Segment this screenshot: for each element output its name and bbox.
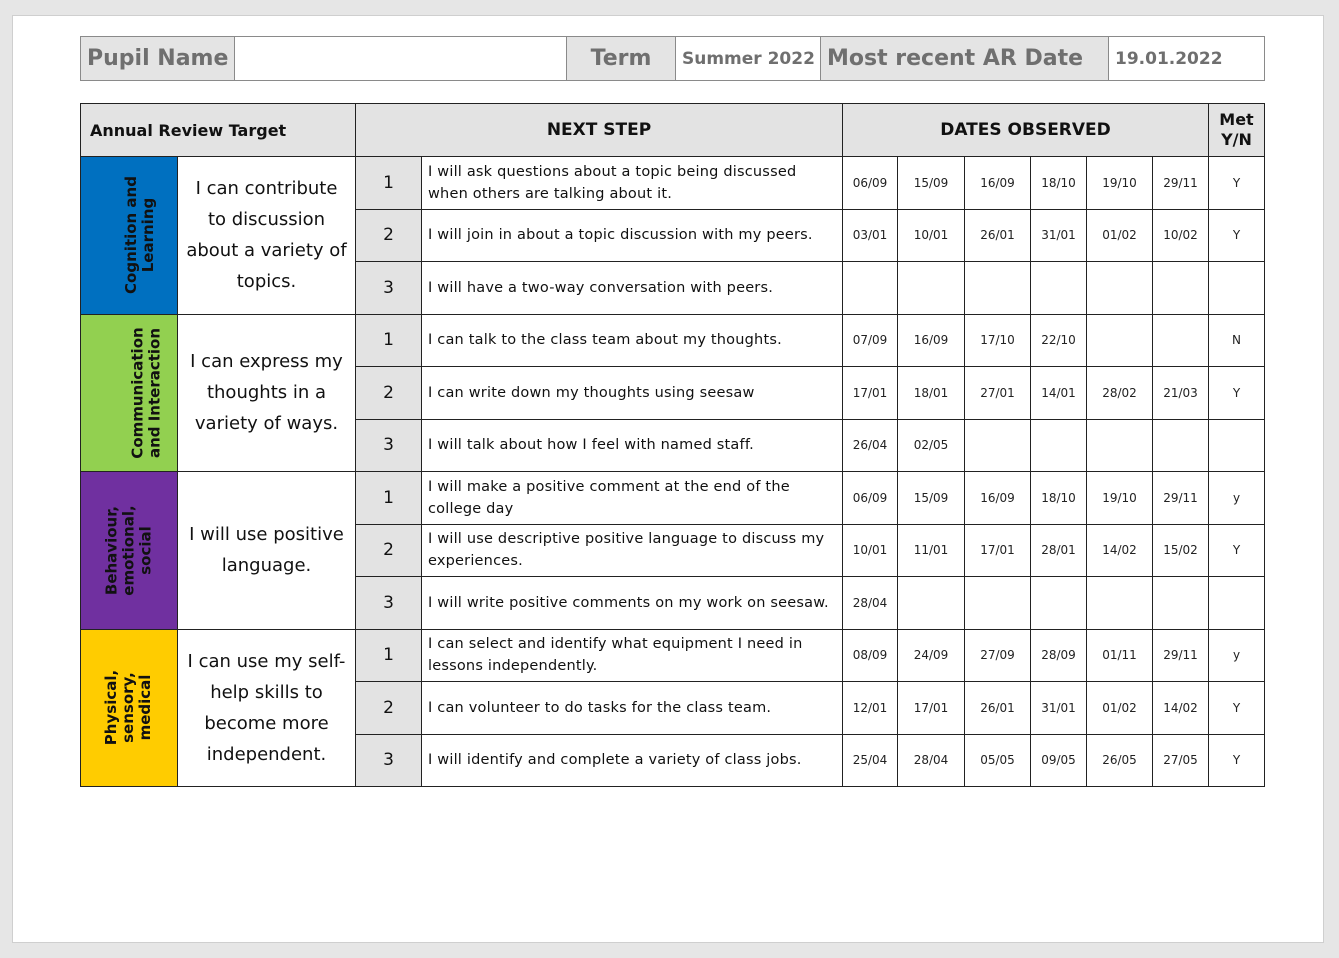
met-cell[interactable] (1209, 262, 1265, 315)
date-observed-cell[interactable] (898, 577, 965, 630)
date-observed-cell[interactable]: 31/01 (1031, 682, 1087, 735)
area-label-line: Learning (138, 198, 157, 273)
step-number: 3 (356, 577, 422, 630)
yn-label: Y/N (1221, 130, 1252, 149)
date-observed-cell[interactable]: 17/10 (965, 314, 1031, 367)
date-observed-cell[interactable]: 15/09 (898, 472, 965, 525)
area-label-line: Communication (128, 327, 147, 459)
step-number: 2 (356, 367, 422, 420)
date-observed-cell[interactable] (965, 577, 1031, 630)
date-observed-cell[interactable]: 24/09 (898, 629, 965, 682)
date-observed-cell[interactable] (1087, 419, 1153, 472)
met-cell[interactable]: Y (1209, 734, 1265, 787)
area-label (81, 314, 178, 472)
date-observed-cell[interactable]: 28/02 (1087, 367, 1153, 420)
met-cell[interactable] (1209, 419, 1265, 472)
met-cell[interactable]: y (1209, 629, 1265, 682)
date-observed-cell[interactable]: 19/10 (1087, 472, 1153, 525)
date-observed-cell[interactable] (898, 262, 965, 315)
table-row (81, 472, 1265, 525)
date-observed-cell[interactable]: 17/01 (898, 682, 965, 735)
date-observed-cell[interactable]: 29/11 (1153, 472, 1209, 525)
date-observed-cell[interactable] (1031, 419, 1087, 472)
step-number: 3 (356, 419, 422, 472)
met-cell[interactable]: Y (1209, 682, 1265, 735)
date-observed-cell[interactable] (1153, 262, 1209, 315)
date-observed-cell[interactable]: 03/01 (843, 209, 898, 262)
area-label-line: sensory, (119, 672, 138, 744)
date-observed-cell[interactable]: 17/01 (965, 524, 1031, 577)
date-observed-cell[interactable]: 26/01 (965, 682, 1031, 735)
ar-date-label: Most recent AR Date (821, 37, 1109, 81)
date-observed-cell[interactable]: 14/02 (1153, 682, 1209, 735)
date-observed-cell[interactable] (1087, 314, 1153, 367)
pupil-name-field[interactable] (235, 37, 567, 81)
date-observed-cell[interactable]: 28/04 (843, 577, 898, 630)
met-cell[interactable]: Y (1209, 524, 1265, 577)
met-cell[interactable]: y (1209, 472, 1265, 525)
step-number: 2 (356, 524, 422, 577)
date-observed-cell[interactable]: 18/10 (1031, 472, 1087, 525)
col-header-next-step: NEXT STEP (356, 104, 843, 157)
next-step-text: I will use descriptive positive language to discuss my experiences. (422, 524, 843, 577)
step-number: 3 (356, 734, 422, 787)
date-observed-cell[interactable]: 15/09 (898, 157, 965, 210)
area-label-line: Behaviour, (102, 505, 121, 595)
date-observed-cell[interactable] (1153, 577, 1209, 630)
date-observed-cell[interactable]: 08/09 (843, 629, 898, 682)
date-observed-cell[interactable]: 05/05 (965, 734, 1031, 787)
table-row (81, 314, 1265, 367)
next-step-text: I will join in about a topic discussion with my peers. (422, 209, 843, 262)
date-observed-cell[interactable]: 28/09 (1031, 629, 1087, 682)
date-observed-cell[interactable]: 26/04 (843, 419, 898, 472)
met-cell[interactable]: Y (1209, 209, 1265, 262)
next-step-text: I will talk about how I feel with named staff. (422, 419, 843, 472)
date-observed-cell[interactable]: 16/09 (965, 472, 1031, 525)
date-observed-cell[interactable]: 17/01 (843, 367, 898, 420)
date-observed-cell[interactable]: 26/01 (965, 209, 1031, 262)
date-observed-cell[interactable] (965, 419, 1031, 472)
date-observed-cell[interactable]: 27/05 (1153, 734, 1209, 787)
area-label (81, 629, 178, 787)
met-cell[interactable] (1209, 577, 1265, 630)
target-text: I can contribute to discussion about a variety of topics. (178, 157, 356, 315)
table-row (81, 629, 1265, 682)
date-observed-cell[interactable]: 01/02 (1087, 682, 1153, 735)
date-observed-cell[interactable]: 18/01 (898, 367, 965, 420)
term-field[interactable]: Summer 2022 (676, 37, 821, 81)
date-observed-cell[interactable]: 16/09 (898, 314, 965, 367)
date-observed-cell[interactable]: 21/03 (1153, 367, 1209, 420)
date-observed-cell[interactable]: 07/09 (843, 314, 898, 367)
area-label-line: Cognition and (121, 176, 140, 295)
date-observed-cell[interactable]: 28/04 (898, 734, 965, 787)
met-cell[interactable]: Y (1209, 367, 1265, 420)
date-observed-cell[interactable] (1087, 577, 1153, 630)
date-observed-cell[interactable]: 25/04 (843, 734, 898, 787)
pupil-info-table (80, 36, 1265, 81)
date-observed-cell[interactable]: 10/02 (1153, 209, 1209, 262)
date-observed-cell[interactable]: 10/01 (898, 209, 965, 262)
date-observed-cell[interactable]: 27/01 (965, 367, 1031, 420)
date-observed-cell[interactable]: 01/11 (1087, 629, 1153, 682)
date-observed-cell[interactable]: 02/05 (898, 419, 965, 472)
date-observed-cell[interactable]: 29/11 (1153, 157, 1209, 210)
date-observed-cell[interactable] (1153, 419, 1209, 472)
met-cell[interactable]: Y (1209, 157, 1265, 210)
next-step-text: I can talk to the class team about my thoughts. (422, 314, 843, 367)
next-step-text: I can select and identify what equipment I need in lessons independently. (422, 629, 843, 682)
step-number: 1 (356, 314, 422, 367)
date-observed-cell[interactable] (1031, 262, 1087, 315)
col-header-target: Annual Review Target (81, 104, 356, 157)
date-observed-cell[interactable] (1087, 262, 1153, 315)
date-observed-cell[interactable]: 01/02 (1087, 209, 1153, 262)
col-header-met (1209, 104, 1265, 157)
area-label-line: Physical, (102, 670, 121, 746)
date-observed-cell[interactable]: 31/01 (1031, 209, 1087, 262)
step-number: 3 (356, 262, 422, 315)
date-observed-cell[interactable]: 29/11 (1153, 629, 1209, 682)
area-label-line: emotional, (119, 505, 138, 596)
area-label (81, 157, 178, 315)
date-observed-cell[interactable]: 14/01 (1031, 367, 1087, 420)
table-row (81, 157, 1265, 210)
date-observed-cell[interactable] (1031, 577, 1087, 630)
next-step-text: I can volunteer to do tasks for the class team. (422, 682, 843, 735)
annual-review-table (80, 103, 1265, 787)
next-step-text: I can write down my thoughts using seesaw (422, 367, 843, 420)
date-observed-cell[interactable]: 12/01 (843, 682, 898, 735)
step-number: 1 (356, 629, 422, 682)
date-observed-cell[interactable] (965, 262, 1031, 315)
col-header-dates-observed: DATES OBSERVED (843, 104, 1209, 157)
date-observed-cell[interactable]: 14/02 (1087, 524, 1153, 577)
date-observed-cell[interactable]: 16/09 (965, 157, 1031, 210)
pupil-name-label: Pupil Name (81, 37, 235, 81)
step-number: 1 (356, 157, 422, 210)
date-observed-cell[interactable]: 28/01 (1031, 524, 1087, 577)
area-label-line: medical (136, 674, 155, 741)
date-observed-cell[interactable]: 06/09 (843, 472, 898, 525)
step-number: 1 (356, 472, 422, 525)
ar-date-field[interactable]: 19.01.2022 (1109, 37, 1265, 81)
target-text: I will use positive language. (178, 472, 356, 630)
area-label-line: social (136, 525, 155, 575)
date-observed-cell[interactable]: 27/09 (965, 629, 1031, 682)
step-number: 2 (356, 209, 422, 262)
met-label: Met (1219, 110, 1254, 129)
date-observed-cell[interactable]: 11/01 (898, 524, 965, 577)
target-text: I can use my self-help skills to become more independent. (178, 629, 356, 787)
date-observed-cell[interactable]: 15/02 (1153, 524, 1209, 577)
date-observed-cell[interactable]: 09/05 (1031, 734, 1087, 787)
next-step-text: I will have a two-way conversation with peers. (422, 262, 843, 315)
step-number: 2 (356, 682, 422, 735)
date-observed-cell[interactable]: 10/01 (843, 524, 898, 577)
next-step-text: I will make a positive comment at the end of the college day (422, 472, 843, 525)
date-observed-cell[interactable]: 22/10 (1031, 314, 1087, 367)
next-step-text: I will ask questions about a topic being discussed when others are talking about it. (422, 157, 843, 210)
date-observed-cell[interactable]: 19/10 (1087, 157, 1153, 210)
area-label-line: and Interaction (145, 327, 164, 458)
date-observed-cell[interactable]: 06/09 (843, 157, 898, 210)
date-observed-cell[interactable]: 18/10 (1031, 157, 1087, 210)
date-observed-cell[interactable]: 26/05 (1087, 734, 1153, 787)
term-label: Term (567, 37, 676, 81)
area-label (81, 472, 178, 630)
met-cell[interactable]: N (1209, 314, 1265, 367)
next-step-text: I will identify and complete a variety of class jobs. (422, 734, 843, 787)
next-step-text: I will write positive comments on my work on seesaw. (422, 577, 843, 630)
date-observed-cell[interactable] (1153, 314, 1209, 367)
target-text: I can express my thoughts in a variety of ways. (178, 314, 356, 472)
date-observed-cell[interactable] (843, 262, 898, 315)
